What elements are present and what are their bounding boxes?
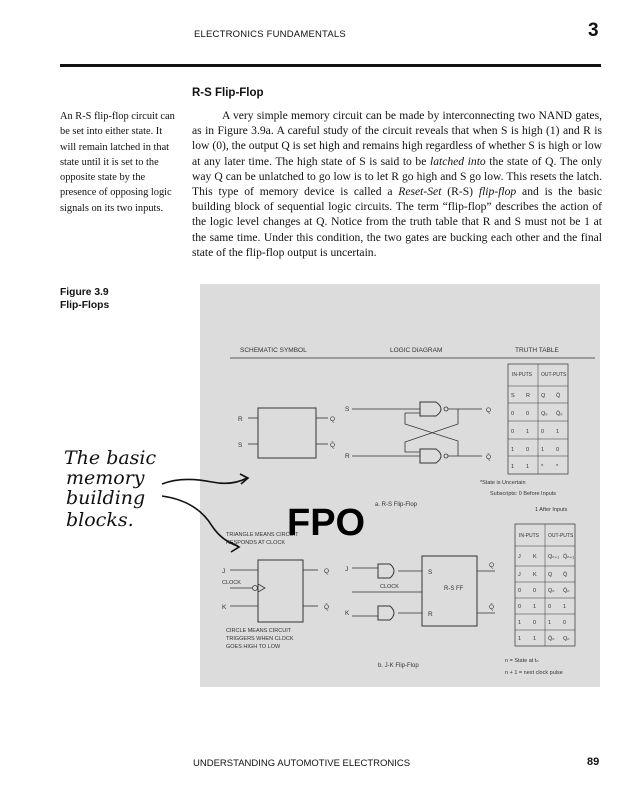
header-rule [60, 64, 601, 67]
jk-table-cell: 0 [533, 588, 537, 594]
rs-group-outputs: OUT-PUTS [541, 372, 567, 378]
col-header-logic: LOGIC DIAGRAM [390, 347, 443, 354]
rs-table-cell: 0 [511, 429, 515, 435]
sym-k-label: K [222, 604, 227, 611]
rsff-s-label: S [428, 569, 433, 576]
col-header-truth: TRUTH TABLE [515, 347, 559, 354]
figure-caption [60, 287, 109, 312]
rs-note-3: 1 After Inputs [535, 507, 568, 513]
rs-table-header-cell: Q̄ [556, 393, 561, 399]
handwritten-line-2: memory [66, 467, 145, 489]
jk-table-cell: J [518, 572, 521, 578]
handwritten-line-4: blocks. [66, 509, 134, 531]
term-reset-set: Reset-Set [398, 185, 442, 199]
body-text-2: the state of Q. The only way Q can be unlatched to go low is to let R go high and S go low. This resets the latch. This type of memory device is called a [192, 154, 602, 199]
circle-note-1: CIRCLE MEANS CIRCUIT [226, 628, 292, 634]
jk-group-inputs: IN-PUTS [519, 533, 539, 539]
rs-table-cell: * [541, 464, 544, 470]
rs-table-cell: 0 [541, 429, 545, 435]
jk-table-cell: 1 [518, 636, 522, 642]
body-text-4: and is the basic building block of sequential logic circuits. The term “flip-flop” describes the action of the logic level changes at Q. Notice from the truth table that R and S must not be 1 at the same time. Under this condition, the two gates are bucking each other and the final state of the flip-flop output is uncertain. [192, 185, 602, 259]
sym-r-label: R [238, 416, 243, 423]
rs-table-cell: 0 [556, 447, 560, 453]
rs-table-header-cell: S [511, 393, 515, 399]
jk-table-cell: Qₙ [548, 588, 555, 594]
jk-table-cell: 0 [518, 588, 522, 594]
rs-table-cell: Q₀ [541, 411, 548, 417]
logic-r-label: R [345, 453, 350, 460]
logic-clock-label: CLOCK [380, 584, 399, 590]
rsff-r-label: R [428, 611, 433, 618]
rs-table-cell: 1 [511, 447, 515, 453]
sub-caption-a: a. R-S Flip-Flop [375, 502, 418, 508]
rs-table-cell: 0 [511, 411, 515, 417]
rs-table-cell: 1 [511, 464, 515, 470]
rs-note-2: Subscripts: 0 Before Inputs [490, 491, 557, 497]
circle-note-3: GOES HIGH TO LOW [226, 644, 281, 650]
jk-table-cell: Q̄ₙ [548, 636, 555, 642]
jk-table-cell: Q [548, 572, 553, 578]
jk-table-header-cell: K [533, 554, 537, 560]
jk-group-outputs: OUT-PUTS [548, 533, 574, 539]
handwritten-note [62, 446, 262, 561]
rs-group-inputs: IN-PUTS [512, 372, 532, 378]
sym-j-label: J [222, 568, 226, 575]
jk-table-cell: 0 [563, 620, 567, 626]
sym-clock-label: CLOCK [222, 580, 241, 586]
chapter-number: 3 [588, 20, 599, 41]
rs-table-cell: 1 [526, 429, 530, 435]
jk-table-cell: 1 [548, 620, 552, 626]
jk-table-cell: 0 [533, 620, 537, 626]
logic-j-label: J [345, 566, 349, 573]
jk-table-cell: Q̄ [563, 572, 568, 578]
jk-table-cell: K [533, 572, 537, 578]
triangle-note-2: RESPONDS AT CLOCK [226, 540, 286, 546]
logic-s-label: S [345, 406, 350, 413]
jk-note-1: n = State at tₙ [505, 658, 539, 664]
term-flip-flop: flip-flop [478, 185, 517, 199]
figure-caption-number: Figure 3.9 [60, 287, 109, 298]
jk-table-cell: Q̄ₙ [563, 588, 570, 594]
jk-table-cell: 0 [548, 604, 552, 610]
logic-jk-qbar-label: Q̄ [489, 604, 495, 611]
jk-table-cell: 1 [533, 604, 537, 610]
handwritten-line-1: The basic [64, 447, 157, 469]
sym-jk-qbar-label: Q̄ [324, 604, 330, 611]
sym-q-label: Q [330, 416, 336, 423]
logic-qbar-label: Q̄ [486, 454, 492, 461]
rs-table-cell: Q̄₀ [556, 411, 563, 417]
jk-note-2: n + 1 = next clock pulse [505, 670, 563, 676]
sym-s-label: S [238, 442, 243, 449]
fpo-stamp: FPO [287, 502, 366, 544]
running-footer: UNDERSTANDING AUTOMOTIVE ELECTRONICS [193, 758, 411, 769]
body-text-1: A very simple memory circuit can be made by interconnecting two NAND gates, as in Figure 3.9a. A careful study of the circuit reveals that when S is high (1) and R is low (0), the output Q is set high and remains high regardless of whether S is high or low at any later time. The high state of S is said to be [192, 109, 602, 168]
term-latched-into: latched into [429, 154, 486, 168]
jk-table-cell: 1 [518, 620, 522, 626]
jk-table-cell: Qₙ [563, 636, 570, 642]
rs-table-cell: 0 [526, 447, 530, 453]
body-paragraph [192, 108, 602, 260]
rs-note-1: *State is Uncertain [480, 480, 526, 486]
rs-table-header-cell: Q [541, 393, 546, 399]
sym-qbar-label: Q̄ [330, 442, 336, 449]
jk-table-header-cell: J [518, 554, 521, 560]
logic-q-label: Q [486, 407, 492, 414]
jk-table-cell: 0 [518, 604, 522, 610]
figure-caption-title: Flip-Flops [60, 299, 110, 311]
logic-k-label: K [345, 610, 350, 617]
rs-table-cell: * [556, 464, 559, 470]
rs-table-header-cell: R [526, 393, 530, 399]
jk-table-header-cell: Qₙ₊₁ [548, 554, 560, 560]
rs-table-cell: 1 [541, 447, 545, 453]
arrow-to-jk-icon [162, 496, 238, 546]
running-header: ELECTRONICS FUNDAMENTALS [194, 29, 346, 40]
rs-table-cell: 1 [526, 464, 530, 470]
jk-table-cell: 1 [563, 604, 567, 610]
page-number: 89 [587, 756, 600, 768]
logic-jk-q-label: Q [489, 562, 495, 569]
triangle-note-1: TRIANGLE MEANS CIRCUIT [226, 532, 299, 538]
sub-caption-b: b. J-K Flip-Flop [378, 663, 419, 669]
arrow-to-rs-icon [162, 478, 247, 484]
rs-table-cell: 1 [556, 429, 560, 435]
col-header-schematic: SCHEMATIC SYMBOL [240, 347, 307, 354]
rs-table-cell: 0 [526, 411, 530, 417]
margin-note: An R-S flip-flop circuit can be set into either state. It will remain latched in that state until it is set to the opposite state by the presence of opposing logic signals on its two inputs. [60, 111, 175, 214]
sym-jk-q-label: Q [324, 568, 330, 575]
jk-table-cell: 1 [533, 636, 537, 642]
circle-note-2: TRIGGERS WHEN CLOCK [226, 636, 294, 642]
handwritten-line-3: building [66, 487, 146, 509]
rsff-label: R-S FF [444, 586, 464, 592]
section-title: R-S Flip-Flop [192, 87, 264, 99]
body-text-3: (R-S) [441, 185, 479, 199]
jk-table-header-cell: Q̄ₙ₊₁ [563, 554, 575, 560]
